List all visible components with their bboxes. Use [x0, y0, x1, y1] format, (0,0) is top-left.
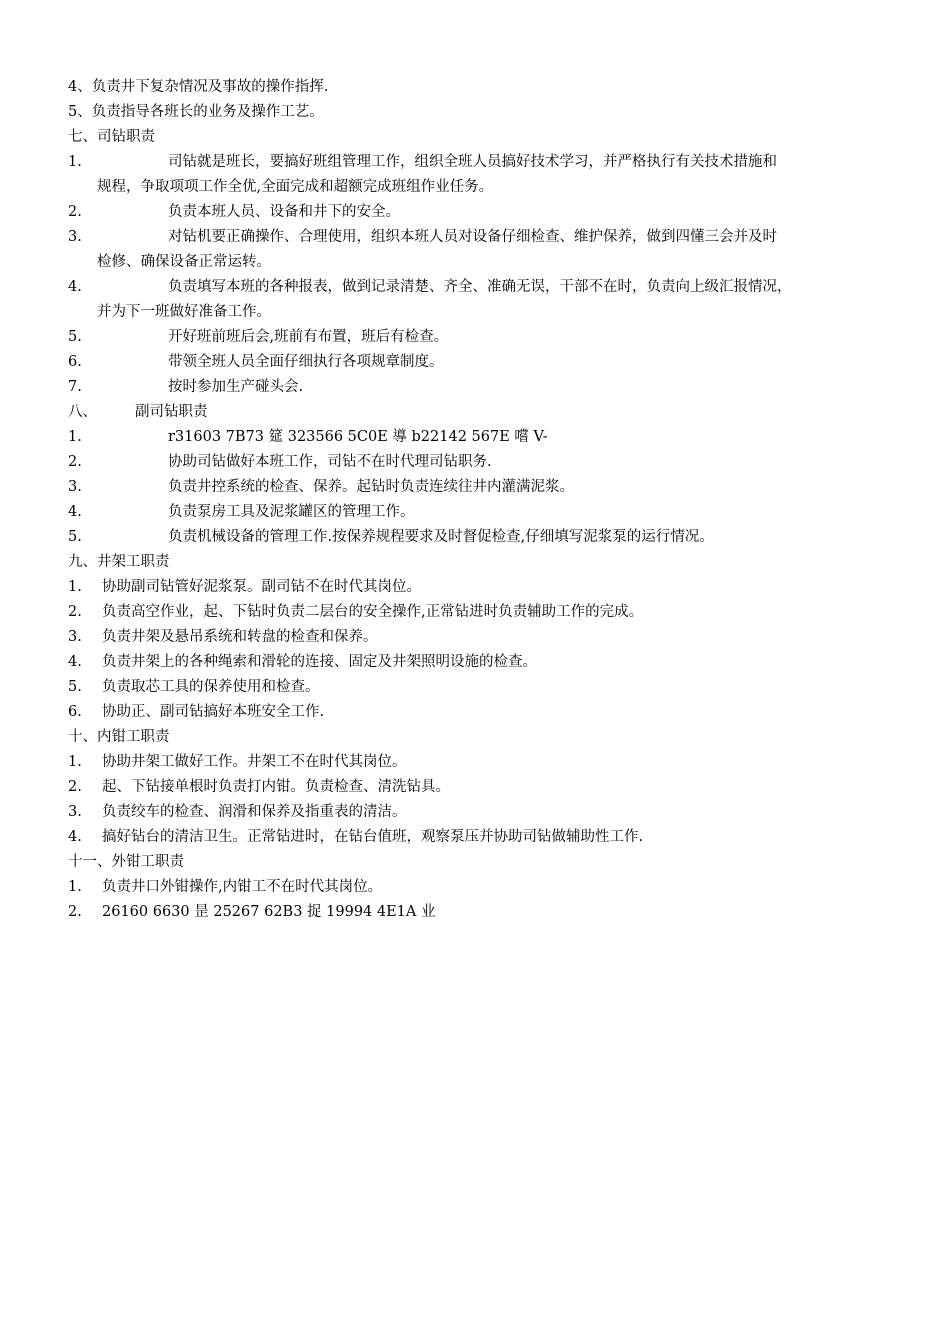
document-body	[68, 75, 888, 925]
list-item	[68, 525, 888, 550]
item-number: 2.	[68, 454, 82, 470]
text-line: 5、负责指导各班长的业务及操作工艺。	[68, 104, 324, 120]
item-number: 1.	[68, 429, 82, 445]
item-text: 起、下钻接单根时负责打内钳。负责检查、清洗钻具。	[102, 779, 450, 795]
item-text: 搞好钻台的清洁卫生。正常钻进时，在钻台值班，观察泵压并协助司钻做辅助性工作.	[102, 829, 644, 845]
item-number: 3.	[68, 804, 82, 820]
list-item	[68, 625, 888, 650]
item-number: 6.	[68, 704, 82, 720]
section-heading: 十、内钳工职责	[68, 729, 170, 745]
section-heading: 九、井架工职责	[68, 554, 170, 570]
item-continuation: 检修、确保设备正常运转。	[97, 254, 271, 270]
item-text: 负责井架及悬吊系统和转盘的检查和保养。	[102, 629, 378, 645]
list-item	[68, 350, 888, 375]
item-continuation: 并为下一班做好准备工作。	[97, 304, 271, 320]
item-number: 1.	[68, 154, 82, 170]
section-heading: 十一、外钳工职责	[68, 854, 184, 870]
item-number: 5.	[68, 679, 82, 695]
item-text: 对钻机要正确操作、合理使用，组织本班人员对设备仔细检查、维护保养，做到四懂三会并及时	[168, 229, 777, 245]
list-item	[68, 150, 888, 200]
list-item	[68, 675, 888, 700]
list-item	[68, 825, 888, 850]
list-item	[68, 650, 888, 675]
item-number: 1.	[68, 754, 82, 770]
section-heading	[68, 400, 888, 425]
item-number: 6.	[68, 354, 82, 370]
list-item	[68, 275, 888, 325]
list-item	[68, 225, 888, 275]
item-text: 协助司钻做好本班工作，司钻不在时代理司钻职务.	[168, 454, 492, 470]
item-number: 4.	[68, 279, 82, 295]
list-item	[68, 600, 888, 625]
item-text: 负责本班人员、设备和井下的安全。	[168, 204, 400, 220]
item-text: 带领全班人员全面仔细执行各项规章制度。	[168, 354, 444, 370]
item-text: 负责高空作业，起、下钻时负责二层台的安全操作,正常钻进时负责辅助工作的完成。	[102, 604, 644, 620]
item-text: 负责井口外钳操作,内钳工不在时代其岗位。	[102, 879, 383, 895]
list-item	[68, 775, 888, 800]
item-text: 负责泵房工具及泥浆罐区的管理工作。	[168, 504, 415, 520]
item-number: 1.	[68, 879, 82, 895]
item-number: 2.	[68, 204, 82, 220]
item-number: 3.	[68, 629, 82, 645]
item-text: 负责绞车的检查、润滑和保养及指重表的清洁。	[102, 804, 407, 820]
item-text: r31603 7B73 筵 323566 5C0E 導 b22142 567E 嚐 V-	[168, 429, 548, 445]
section-prefix: 八、	[68, 404, 97, 420]
list-item	[68, 750, 888, 775]
section-heading: 七、司钻职责	[68, 129, 155, 145]
item-text: 负责机械设备的管理工作.按保养规程要求及时督促检查,仔细填写泥浆泵的运行情况。	[168, 529, 714, 545]
item-text: 负责取芯工具的保养使用和检查。	[102, 679, 320, 695]
list-item	[68, 700, 888, 725]
item-number: 5.	[68, 329, 82, 345]
list-item	[68, 200, 888, 225]
item-number: 4.	[68, 829, 82, 845]
list-item	[68, 475, 888, 500]
list-item	[68, 500, 888, 525]
item-number: 3.	[68, 229, 82, 245]
text-line: 4、负责井下复杂情况及事故的操作指挥.	[68, 79, 329, 95]
list-item	[68, 900, 888, 925]
item-number: 2.	[68, 904, 82, 920]
item-number: 2.	[68, 779, 82, 795]
item-text: 司钻就是班长，要搞好班组管理工作，组织全班人员搞好技术学习，并严格执行有关技术措施和	[168, 154, 777, 170]
item-number: 4.	[68, 504, 82, 520]
item-number: 2.	[68, 604, 82, 620]
list-item	[68, 800, 888, 825]
item-text: 协助井架工做好工作。井架工不在时代其岗位。	[102, 754, 407, 770]
list-item	[68, 575, 888, 600]
item-text: 按时参加生产碰头会.	[168, 379, 304, 395]
item-number: 3.	[68, 479, 82, 495]
item-number: 7.	[68, 379, 82, 395]
item-text: 负责填写本班的各种报表，做到记录清楚、齐全、准确无误，干部不在时，负责向上级汇报情况，	[168, 279, 792, 295]
item-continuation: 规程，争取项项工作全优,全面完成和超额完成班组作业任务。	[97, 179, 494, 195]
item-text: 协助副司钻管好泥浆泵。副司钻不在时代其岗位。	[102, 579, 421, 595]
item-number: 1.	[68, 579, 82, 595]
item-text: 负责井架上的各种绳索和滑轮的连接、固定及井架照明设施的检查。	[102, 654, 537, 670]
list-item	[68, 875, 888, 900]
section-title: 副司钻职责	[135, 404, 208, 420]
item-number: 5.	[68, 529, 82, 545]
list-item	[68, 375, 888, 400]
item-text: 26160 6630 昰 25267 62B3 捉 19994 4E1A 业	[102, 904, 436, 920]
item-text: 协助正、副司钻搞好本班安全工作.	[102, 704, 325, 720]
list-item	[68, 425, 888, 450]
list-item	[68, 325, 888, 350]
item-text: 负责井控系统的检查、保养。起钻时负责连续往井内灌满泥浆。	[168, 479, 574, 495]
list-item	[68, 450, 888, 475]
item-number: 4.	[68, 654, 82, 670]
item-text: 开好班前班后会,班前有布置，班后有检查。	[168, 329, 449, 345]
